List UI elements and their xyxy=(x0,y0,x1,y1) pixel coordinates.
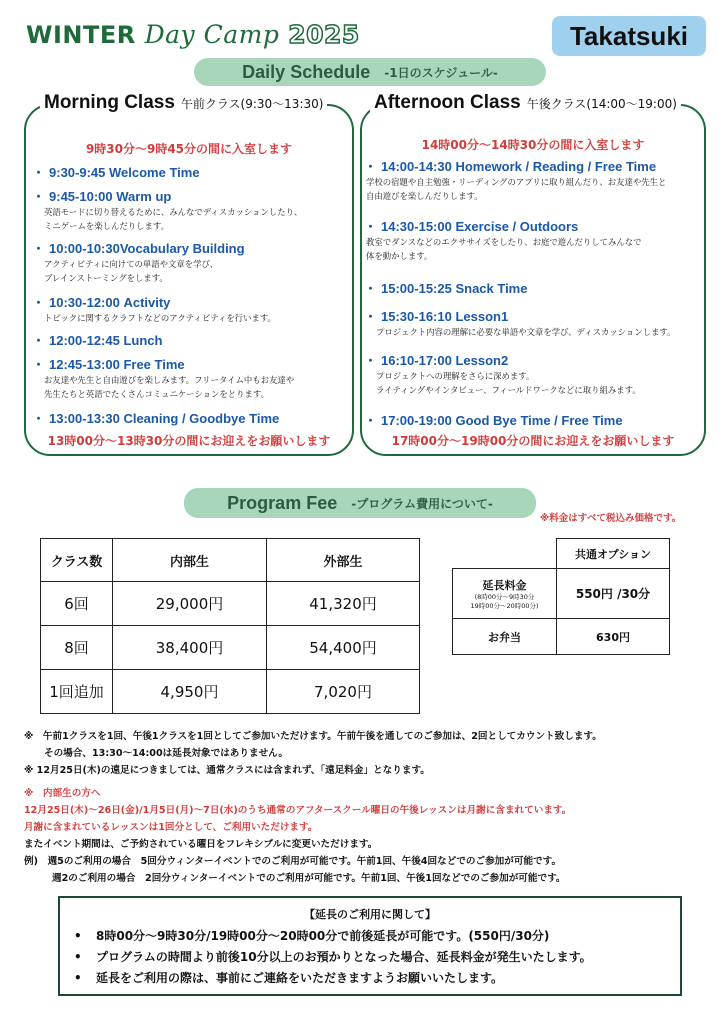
note-4: 12月25日(木)〜26日(金)/1月5日(月)〜7日(水)のうち通常のアフタースクール曜日の午後レッスンは月謝に含まれています。 xyxy=(24,805,572,816)
table-row: 6回 29,000円 41,320円 xyxy=(41,582,420,626)
page-title xyxy=(26,20,360,49)
morning-class-title: Morning Class xyxy=(44,92,175,113)
note-8: 週2のご利用の場合 2回分ウィンターイベントでのご利用が可能です。午前1回、午後1回などでのご参加が可能です。 xyxy=(52,873,566,884)
note-6: またイベント期間は、ご予約されている曜日をフレキシブルに変更いただけます。 xyxy=(24,839,378,850)
option-header: 共通オプション xyxy=(557,539,670,569)
title-winter: WINTER xyxy=(26,21,136,49)
fee-header-external: 外部生 xyxy=(267,539,420,582)
afternoon-entry-note: 14時00分〜14時30分の間に入室します xyxy=(421,138,645,152)
afternoon-pickup-note: 17時00分〜19時00分の間にお迎えをお願いします xyxy=(391,434,675,448)
afternoon-class-box xyxy=(360,92,706,456)
note-7: 例) 週5のご利用の場合 5回分ウィンターイベントでのご利用が可能です。午前1回、午後4回などでのご参加が可能です。 xyxy=(24,856,562,867)
afternoon-item-goodbye: ・ 17:00-19:00 Good Bye Time / Free Time xyxy=(364,413,623,428)
option-table xyxy=(452,538,670,655)
afternoon-item-lesson2: ・ 16:10-17:00 Lesson2 プロジェクトへの理解をさらに深めます。 ライティングやインタビュー、フィールドワークなどに取り組みます。 xyxy=(364,353,641,395)
morning-item-activity: ・ 10:30-12:00 Activity トピックに関するクラフトなどのアクティビティを行います。 xyxy=(32,295,276,323)
table-row: 8回 38,400円 54,400円 xyxy=(41,626,420,670)
title-year: 2025 xyxy=(288,20,360,49)
morning-class-hours: 午前クラス(9:30〜13:30) xyxy=(180,97,324,111)
table-row xyxy=(453,569,670,619)
table-row xyxy=(41,539,420,582)
list-item: • プログラムの時間より前後10分以上のお預かりとなった場合、延長料金が発生いたします。 xyxy=(74,950,592,964)
fee-header-classes: クラス数 xyxy=(41,539,113,582)
morning-class-box xyxy=(24,92,354,456)
table-row: 1回追加 4,950円 7,020円 xyxy=(41,670,420,714)
title-day-camp: Day Camp xyxy=(144,20,280,49)
morning-item-warmup: ・ 9:45-10:00 Warm up 英語モードに切り替えるために、みんなでディスカッションしたり、 ミニゲームを楽しんだりします。 xyxy=(32,189,303,231)
tax-note: ※料金はすべて税込み価格です。 xyxy=(540,513,682,524)
table-row xyxy=(453,619,670,655)
bento-price: 630円 xyxy=(557,619,670,655)
morning-item-cleaning: ・ 13:00-13:30 Cleaning / Goodbye Time xyxy=(32,411,280,426)
table-row xyxy=(453,539,670,569)
morning-item-welcome: ・ 9:30-9:45 Welcome Time xyxy=(32,165,200,180)
afternoon-item-snack: ・ 15:00-15:25 Snack Time xyxy=(364,281,528,296)
notes-section xyxy=(24,728,602,887)
morning-item-lunch: ・ 12:00-12:45 Lunch xyxy=(32,333,163,348)
morning-item-vocabulary: ・ 10:00-10:30Vocabulary Building アクティビティに向けての単語や文章を学び、 ブレインストーミングをします。 xyxy=(32,241,245,283)
morning-pickup-note: 13時00分〜13時30分の間にお迎えをお願いします xyxy=(47,434,331,448)
afternoon-item-exercise: ・ 14:30-15:00 Exercise / Outdoors 教室でダンスなどのエクササイズをしたり、お庭で遊んだりしてみんなで 体を動かします。 xyxy=(364,219,642,261)
afternoon-class-hours: 午後クラス(14:00〜19:00) xyxy=(526,97,677,111)
fee-table xyxy=(40,538,420,714)
note-5: 月謝に含まれているレッスンは1回分として、ご利用いただけます。 xyxy=(24,822,318,833)
morning-item-free-time: ・ 12:45-13:00 Free Time お友達や先生と自由遊びを楽しみます。フリータイム中もお友達や 先生たちと英語でたくさんコミュニケーションをとります。 xyxy=(32,357,295,399)
afternoon-item-homework: ・ 14:00-14:30 Homework / Reading / Free Time 学校の宿題や自主勉強・リーディングのアプリに取り組んだり、お友達や先生と 自由遊びを楽しんだりします。 xyxy=(364,159,667,201)
morning-class-heading xyxy=(40,92,327,114)
program-fee-title: Program Fee xyxy=(227,492,338,513)
afternoon-class-heading xyxy=(370,92,681,114)
daily-schedule-heading xyxy=(194,58,546,86)
daily-schedule-subtitle: -1日のスケジュール- xyxy=(384,65,498,80)
city-badge: Takatsuki xyxy=(552,16,706,56)
fee-header-internal: 内部生 xyxy=(113,539,267,582)
extension-list xyxy=(60,926,680,989)
afternoon-item-lesson1: ・ 15:30-16:10 Lesson1 プロジェクト内容の理解に必要な単語や文章を学び、ディスカッションします。 xyxy=(364,309,676,337)
extension-fee-label: 延長料金 (8時00分〜9時30分 19時00分〜20時00分) xyxy=(453,569,557,619)
afternoon-class-title: Afternoon Class xyxy=(374,92,521,113)
extension-fee-price: 550円 /30分 xyxy=(557,569,670,619)
extension-info-box xyxy=(58,896,682,996)
list-item: • 延長をご利用の際は、事前にご連絡をいただきますようお願いいたします。 xyxy=(74,971,504,985)
morning-entry-note: 9時30分〜9時45分の間に入室します xyxy=(85,142,293,156)
note-1b: その場合、13:30〜14:00は延長対象ではありません。 xyxy=(44,748,288,759)
note-2: ※ 12月25日(木)の遠足につきましては、通常クラスには含まれず、「遠足料金」となります。 xyxy=(24,765,430,776)
extension-title: 【延長のご利用に関して】 xyxy=(304,908,436,921)
list-item: • 8時00分〜9時30分/19時00分〜20時00分で前後延長が可能です。(550円/30分) xyxy=(74,929,550,943)
daily-schedule-title: Daily Schedule xyxy=(242,61,371,82)
program-fee-subtitle: -プログラム費用について- xyxy=(351,496,493,511)
program-fee-heading xyxy=(184,488,536,518)
note-internal-heading: ※ 内部生の方へ xyxy=(24,788,101,799)
note-1: ※ 午前1クラスを1回、午後1クラスを1回としてご参加いただけます。午前午後を通してのご参加は、2回としてカウント致します。 xyxy=(24,731,602,742)
bento-label: お弁当 xyxy=(453,619,557,655)
